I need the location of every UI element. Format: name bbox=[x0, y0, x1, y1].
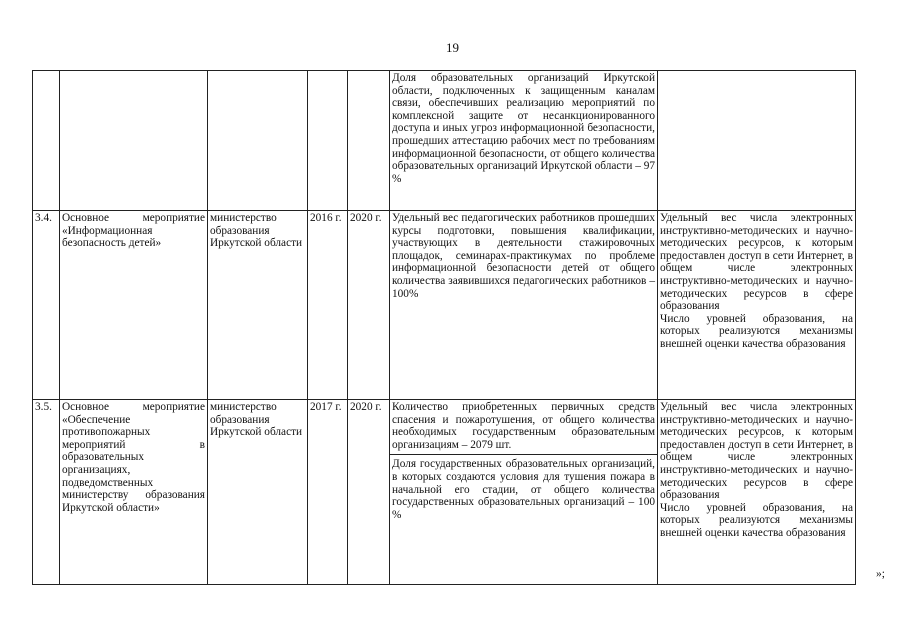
end-year bbox=[348, 71, 390, 211]
indicator-text: Доля государственных образовательных организаций, в которых создаются условия для тушения пожара в начальной его стадии, от общего количества государственных образовательных организаций – 100 % bbox=[392, 458, 655, 521]
indicator-text: Количество приобретенных первичных средств спасения и пожаротушения, от общего количества необходимых государственным образовательным организациям – 2079 шт. bbox=[392, 401, 655, 451]
program-indicator-cell bbox=[658, 400, 856, 585]
table-row bbox=[33, 211, 856, 400]
start-year: 2017 г. bbox=[308, 400, 348, 585]
executor bbox=[208, 71, 308, 211]
activity-name: Основное мероприятие «Обеспечение противопожарных мероприятий в образовательных организациях, подведомственных министерству образования Иркутской области» bbox=[60, 400, 208, 585]
start-year bbox=[308, 71, 348, 211]
program-indicator-text: Число уровней образования, на которых реализуются механизмы внешней оценки качества образования bbox=[660, 312, 853, 350]
end-year: 2020 г. bbox=[348, 211, 390, 400]
row-number: 3.5. bbox=[33, 400, 60, 585]
row-number: 3.4. bbox=[33, 211, 60, 400]
indicator-cell bbox=[390, 400, 658, 585]
program-indicator-text: Удельный вес числа электронных инструктивно-методических и научно-методических ресурсов, к которым предоставлен доступ в сети Интернет, в общем числе электронных инструктивно-методических и научно-методических ресурсов в сфере образования bbox=[660, 212, 853, 313]
program-indicator-text: Число уровней образования, на которых реализуются механизмы внешней оценки качества образования bbox=[660, 501, 853, 539]
activity-name: Основное мероприятие «Информационная безопасность детей» bbox=[60, 211, 208, 400]
program-indicator-cell bbox=[658, 211, 856, 400]
activities-table bbox=[32, 70, 856, 585]
executor: министерство образования Иркутской области bbox=[208, 211, 308, 400]
indicator-subcell bbox=[390, 454, 657, 521]
indicator-text: Доля образовательных организаций Иркутской области, подключенных к защищенным каналам связи, обеспечивших реализацию мероприятий по комплексной защите от несанкционированного доступа и иных угроз информационной безопасности, прошедших аттестацию рабочих мест по требованиям информационной безопасности, от общего количества образовательных организаций Иркутской области – 97 % bbox=[392, 72, 655, 185]
page-number: 19 bbox=[446, 40, 459, 55]
indicator-cell bbox=[390, 71, 658, 211]
activity-name bbox=[60, 71, 208, 211]
start-year: 2016 г. bbox=[308, 211, 348, 400]
row-number bbox=[33, 71, 60, 211]
table-row bbox=[33, 400, 856, 585]
end-year: 2020 г. bbox=[348, 400, 390, 585]
executor: министерство образования Иркутской области bbox=[208, 400, 308, 585]
indicator-cell bbox=[390, 211, 658, 400]
closing-quote-mark: »; bbox=[876, 568, 885, 580]
program-indicator-cell bbox=[658, 71, 856, 211]
indicator-text: Удельный вес педагогических работников прошедших курсы подготовки, повышения квалификации, участвующих в деятельности стажировочных площадок, семинарах-практикумах по проблеме информационной безопасности детей от общего количества заявившихся педагогических работников – 100% bbox=[392, 212, 655, 300]
table-row bbox=[33, 71, 856, 211]
program-indicator-text: Удельный вес числа электронных инструктивно-методических и научно-методических ресурсов, к которым предоставлен доступ в сети Интернет, в общем числе электронных инструктивно-методических и научно-методических ресурсов в сфере образования bbox=[660, 401, 853, 502]
